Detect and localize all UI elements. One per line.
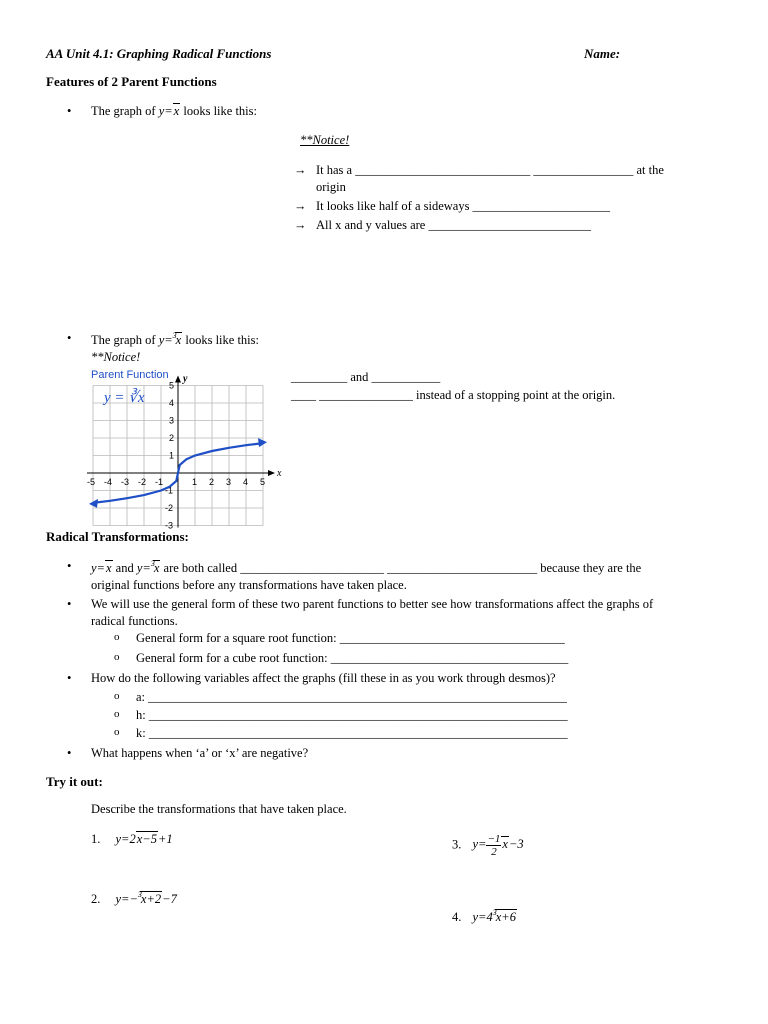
cbrt-math: y=$^3$x — [158, 331, 182, 347]
sqrt-math: y=x — [158, 104, 180, 118]
x-tick-label: 1 — [192, 477, 198, 487]
x-tick-label: 2 — [209, 477, 215, 487]
variable-k: o k: ___________________________________________________________________ — [136, 726, 568, 741]
name-label: Name: — [584, 46, 621, 61]
y-tick-label: -3 — [165, 520, 174, 531]
arrow-item-3: → All x and y values are __________________________ — [316, 218, 591, 233]
section-heading-radical-transformations: Radical Transformations: — [46, 529, 189, 544]
y-tick-label: -2 — [165, 503, 174, 513]
curve-arrow-right — [258, 438, 267, 447]
problem-2-number: 2. — [91, 892, 101, 906]
sqrt-suffix: looks like this: — [183, 104, 257, 118]
x-tick-label: 4 — [243, 477, 249, 487]
both-and: and — [115, 561, 134, 575]
try-instruction: Describe the transformations that have taken place. — [91, 802, 347, 816]
function-label: y = ∛x — [104, 390, 145, 406]
y-tick-label: 3 — [169, 415, 175, 426]
cbrt-suffix: looks like this: — [185, 333, 259, 347]
both-text: are both called _______________________ ________________________ because they are the — [163, 561, 642, 575]
y-tick-label: 2 — [169, 433, 175, 443]
problem-1 — [91, 832, 173, 847]
problem-2 — [91, 890, 177, 907]
cbrt-note-1: _________ and ___________ — [291, 370, 441, 384]
document-title: AA Unit 4.1: Graphing Radical Functions — [46, 46, 272, 61]
problem-4-number: 4. — [452, 910, 462, 924]
bullet-cbrt-graph — [91, 331, 259, 348]
cbrt-note-2: ____ _______________ instead of a stopping point at the origin. — [291, 388, 616, 402]
cube-root-parent-function-graph — [87, 366, 288, 531]
arrow-item-1: → It has a ____________________________ ________________ at the — [316, 163, 664, 178]
cbrt-general-form: o General form for a cube root function: ______________________________________ — [136, 651, 568, 666]
x-axis-arrow — [268, 470, 275, 476]
arrow-item-2: → It looks like half of a sideways ______________________ — [316, 199, 610, 214]
y-tick-label: 4 — [169, 398, 175, 408]
problem-2-math: y=−$^3$x+2−7 — [115, 890, 177, 906]
sqrt-prefix: The graph of — [91, 104, 156, 118]
chart-title: Parent Function — [91, 369, 169, 381]
section-heading-try-it-out: Try it out: — [46, 774, 103, 789]
bullet-both-called — [91, 559, 641, 576]
general-form-cont: radical functions. — [91, 614, 178, 628]
x-tick-label: 3 — [226, 477, 232, 487]
y-axis-label: y — [183, 373, 188, 385]
x-tick-label: -4 — [104, 477, 113, 487]
x-tick-label: -1 — [155, 477, 164, 487]
variable-h: o h: ___________________________________________________________________ — [136, 708, 568, 723]
both-called-cont: original functions before any transformations have taken place. — [91, 578, 407, 592]
variable-a: o a: ___________________________________________________________________ — [136, 690, 567, 705]
bullet-sqrt-graph — [91, 104, 257, 119]
y-axis-arrow — [175, 376, 181, 383]
y-tick-label: 1 — [169, 450, 175, 461]
x-tick-label: -2 — [138, 477, 147, 487]
cbrt-prefix: The graph of — [91, 333, 156, 347]
notice-label-1: **Notice! — [300, 133, 350, 147]
problem-4-math: $y=4^3x+6$ — [472, 908, 516, 924]
curve-arrow-left — [89, 499, 98, 508]
arrow-item-1-cont: origin — [316, 180, 346, 194]
both-math-sqrt: y=x — [91, 561, 112, 575]
bullet-general-form: • We will use the general form of these two parent functions to better see how transformations affect the graphs of — [91, 597, 653, 612]
y-tick-label: 5 — [169, 380, 175, 391]
x-tick-label: -3 — [121, 477, 130, 487]
bullet-negative: • What happens when ‘a’ or ‘x’ are negative? — [91, 746, 308, 761]
x-axis-label: x — [277, 468, 282, 479]
problem-4 — [452, 908, 517, 925]
section-heading-parent-functions: Features of 2 Parent Functions — [46, 74, 217, 89]
bullet-variables: • How do the following variables affect the graphs (fill these in as you work through desmos)? — [91, 671, 556, 686]
sqrt-general-form: o General form for a square root function: ____________________________________ — [136, 631, 565, 646]
y-tick-label: -1 — [165, 485, 174, 496]
problem-1-number: 1. — [91, 832, 101, 846]
problem-3-number: 3. — [452, 837, 462, 852]
problem-1-math: y=2x−5+1 — [115, 832, 173, 846]
notice-label-2: **Notice! — [91, 350, 141, 364]
x-tick-label: -5 — [87, 477, 96, 487]
problem-3-math: y= $\frac{-1}{2}$ x−3 — [472, 833, 524, 858]
x-tick-label: 5 — [260, 477, 266, 487]
problem-3 — [452, 833, 524, 858]
both-math-cbrt: y=$^3$x — [136, 559, 160, 575]
